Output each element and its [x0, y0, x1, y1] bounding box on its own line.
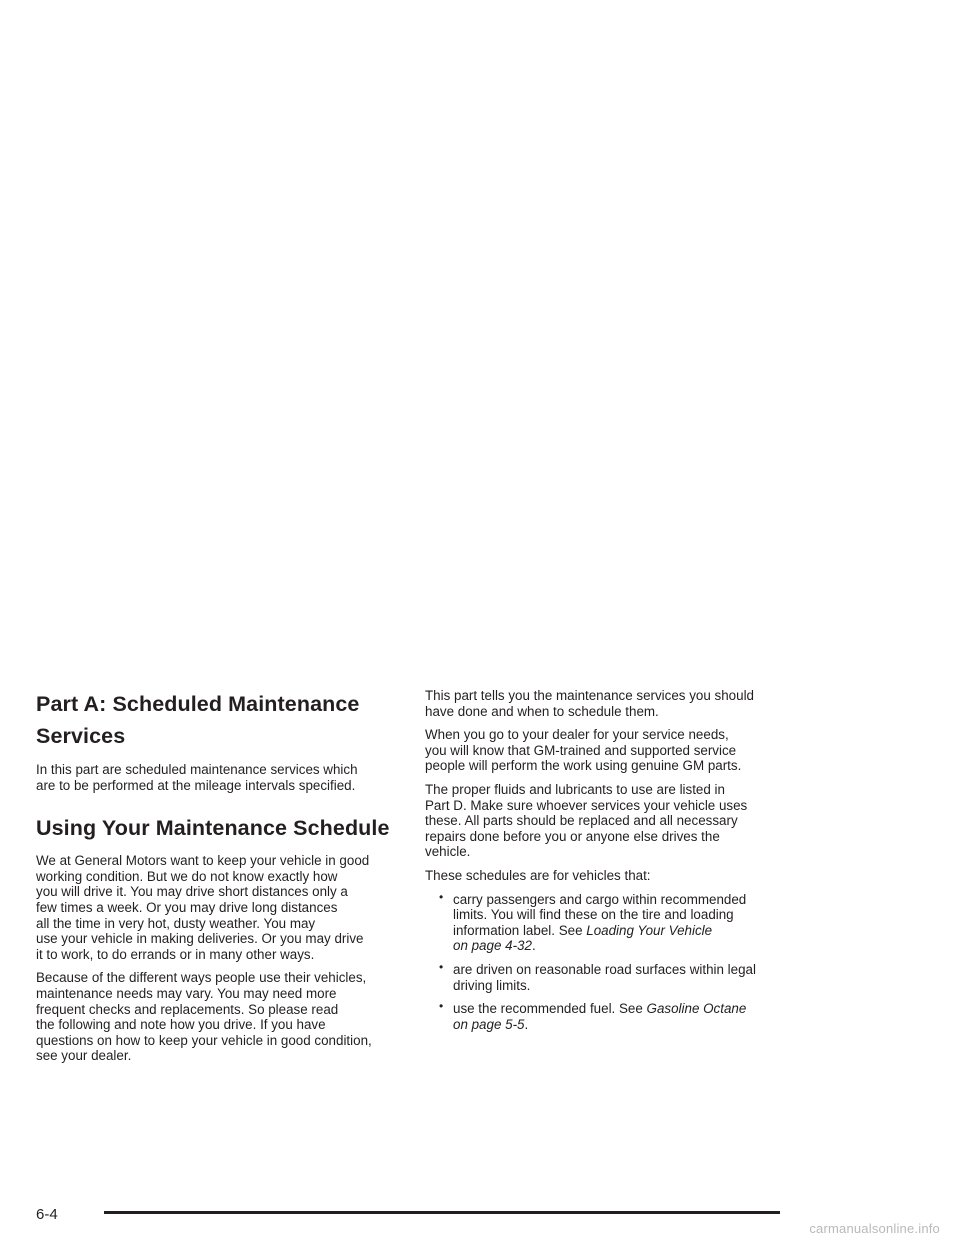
bullet-icon: •: [439, 999, 444, 1014]
body-paragraph: When you go to your dealer for your service needs, you will know that GM-trained and supported service people will perform the work using genuine GM parts.: [425, 727, 742, 774]
vehicle-criteria-list: [425, 889, 795, 1033]
watermark: carmanualsonline.info: [809, 1221, 940, 1236]
list-item-text: are driven on reasonable road surfaces within legal driving limits.: [453, 961, 756, 993]
list-item-text: use the recommended fuel. See: [453, 1001, 647, 1017]
list-item-tail: .: [531, 938, 536, 954]
schedule-paragraph: We at General Motors want to keep your vehicle in good working condition. But we do not know exactly how you will drive it. You may drive short distances only a few times a week. Or you may drive long distances all the time in very hot, dusty weather. You may use your vehicle in making deliveries. Or you may drive it to work, to do errands or in many other ways.: [36, 853, 370, 962]
list-item: [425, 889, 795, 954]
list-item: [425, 959, 795, 993]
list-item-text: carry passengers and cargo within recommended limits. You will find these on the tire and loading information label. See: [453, 891, 747, 938]
schedule-paragraph: Because of the different ways people use their vehicles, maintenance needs may vary. You may need more frequent checks and replacements. So please read the following and note how you drive. If you have questions on how to keep your vehicle in good condition, see your dealer.: [36, 970, 372, 1064]
bullet-icon: •: [439, 889, 444, 904]
page-number: 6-4: [36, 1206, 58, 1223]
body-paragraph: These schedules are for vehicles that:: [425, 867, 651, 883]
footer-divider: [104, 1211, 780, 1214]
left-column: [36, 688, 408, 1072]
part-a-heading: Part A: Scheduled Maintenance Services: [36, 692, 360, 748]
list-item-tail: .: [524, 1016, 529, 1032]
body-paragraph: The proper fluids and lubricants to use are listed in Part D. Make sure whoever services your vehicle uses these. All parts should be replaced and all necessary repairs done before you or anyone else drives the vehicle.: [425, 781, 748, 860]
part-a-intro: In this part are scheduled maintenance services which are to be performed at the mileage intervals specified.: [36, 762, 358, 793]
right-column: [425, 688, 795, 1040]
cross-reference-link[interactable]: Loading Your Vehicle on page 4-32: [453, 922, 713, 954]
cross-reference-link[interactable]: Gasoline Octane on page 5-5: [453, 1001, 747, 1032]
list-item: [425, 1001, 795, 1032]
body-paragraph: This part tells you the maintenance services you should have done and when to schedule them.: [425, 688, 754, 719]
bullet-icon: •: [439, 959, 444, 974]
schedule-heading: Using Your Maintenance Schedule: [36, 816, 390, 841]
